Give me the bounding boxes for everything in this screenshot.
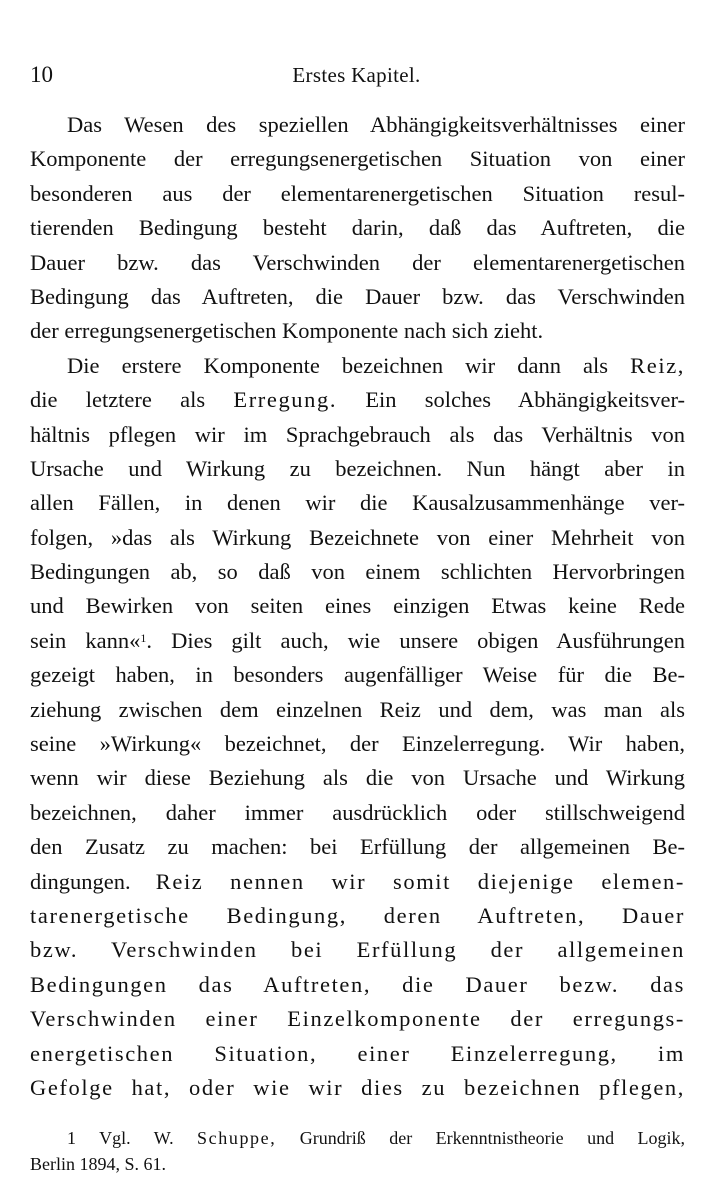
footnote-marker: 1 <box>67 1128 76 1148</box>
text-line: hältnis pflegen wir im Sprachgebrauch als das Verhältnis von <box>30 421 685 447</box>
footnote-text: Vgl. W. <box>99 1128 174 1148</box>
text-span: Die erstere Komponente bezeichnen wir dann als <box>67 352 609 378</box>
text-line <box>30 865 685 899</box>
text-line: seine »Wirkung« bezeichnet, der Einzelerregung. Wir haben, <box>30 731 685 757</box>
text-line: besonderen aus der elementarenergetischen Situation resul- <box>30 180 685 206</box>
text-line: folgen, »das als Wirkung Bezeichnete von einer Mehrheit von <box>30 524 685 550</box>
text-line: bzw. Verschwinden bei Erfüllung der allgemeinen <box>30 937 685 963</box>
text-line <box>30 624 685 658</box>
text-line: Dauer bzw. das Verschwinden der elementarenergetischen <box>30 249 685 275</box>
footnote <box>30 1125 685 1177</box>
text-span: die letztere als <box>30 387 206 413</box>
page-number: 10 <box>30 62 53 87</box>
text-line: Bedingung das Auftreten, die Dauer bzw. das Verschwinden <box>30 283 685 309</box>
text-line: ziehung zwischen dem einzelnen Reiz und dem, was man als <box>30 696 685 722</box>
text-line: Ursache und Wirkung zu bezeichnen. Nun hängt aber in <box>30 455 685 481</box>
text-line <box>30 349 685 383</box>
body-text <box>30 108 685 1105</box>
emphasized-term: Reiz, <box>630 352 686 378</box>
text-line: Komponente der erregungsenergetischen Situation von einer <box>30 146 685 172</box>
text-line: Bedingungen das Auftreten, die Dauer bezw. das <box>30 971 685 997</box>
text-span: . Dies gilt auch, wie unsere obigen Ausführungen <box>146 627 685 653</box>
text-line: energetischen Situation, einer Einzelerregung, im <box>30 1040 685 1066</box>
text-span: Ein solches Abhängigkeitsver- <box>365 387 685 413</box>
text-line: wenn wir diese Beziehung als die von Ursache und Wirkung <box>30 765 685 791</box>
text-line: tarenergetische Bedingung, deren Auftreten, Dauer <box>30 902 685 928</box>
text-span: sein kann« <box>30 627 141 653</box>
text-line <box>30 383 685 417</box>
text-line: der erregungsenergetischen Komponente nach sich zieht. <box>30 318 544 344</box>
text-line: tierenden Bedingung besteht darin, daß das Auftreten, die <box>30 215 685 241</box>
text-line: Das Wesen des speziellen Abhängigkeitsverhältnisses einer <box>67 112 685 137</box>
text-line: gezeigt haben, in besonders augenfälliger Weise für die Be- <box>30 662 685 688</box>
running-head <box>30 60 683 90</box>
text-line: bezeichnen, daher immer ausdrücklich oder stillschweigend <box>30 799 685 825</box>
text-line: und Bewirken von seiten eines einzigen Etwas keine Rede <box>30 593 685 619</box>
text-span: dingungen. <box>30 868 131 894</box>
footnote-text: Grundriß der Erkenntnistheorie und Logik, <box>299 1128 686 1148</box>
chapter-title: Erstes Kapitel. <box>292 63 421 87</box>
footnote-line: Berlin 1894, S. 61. <box>30 1154 167 1174</box>
emphasized-term: Erregung. <box>233 387 338 413</box>
text-line: den Zusatz zu machen: bei Erfüllung der allgemeinen Be- <box>30 834 685 860</box>
emphasized-definition: Reiz nennen wir somit diejenige elemen- <box>155 868 685 894</box>
footnote-author: Schuppe, <box>197 1128 277 1148</box>
text-line: Bedingungen ab, so daß von einem schlichten Hervorbringen <box>30 559 685 585</box>
footnote-line <box>30 1125 685 1151</box>
text-line: Gefolge hat, oder wie wir dies zu bezeichnen pflegen, <box>30 1074 685 1100</box>
text-line: allen Fällen, in denen wir die Kausalzusammenhänge ver- <box>30 490 685 516</box>
text-line: Verschwinden einer Einzelkomponente der erregungs- <box>30 1006 685 1032</box>
footnote-reference: 1 <box>140 630 147 645</box>
